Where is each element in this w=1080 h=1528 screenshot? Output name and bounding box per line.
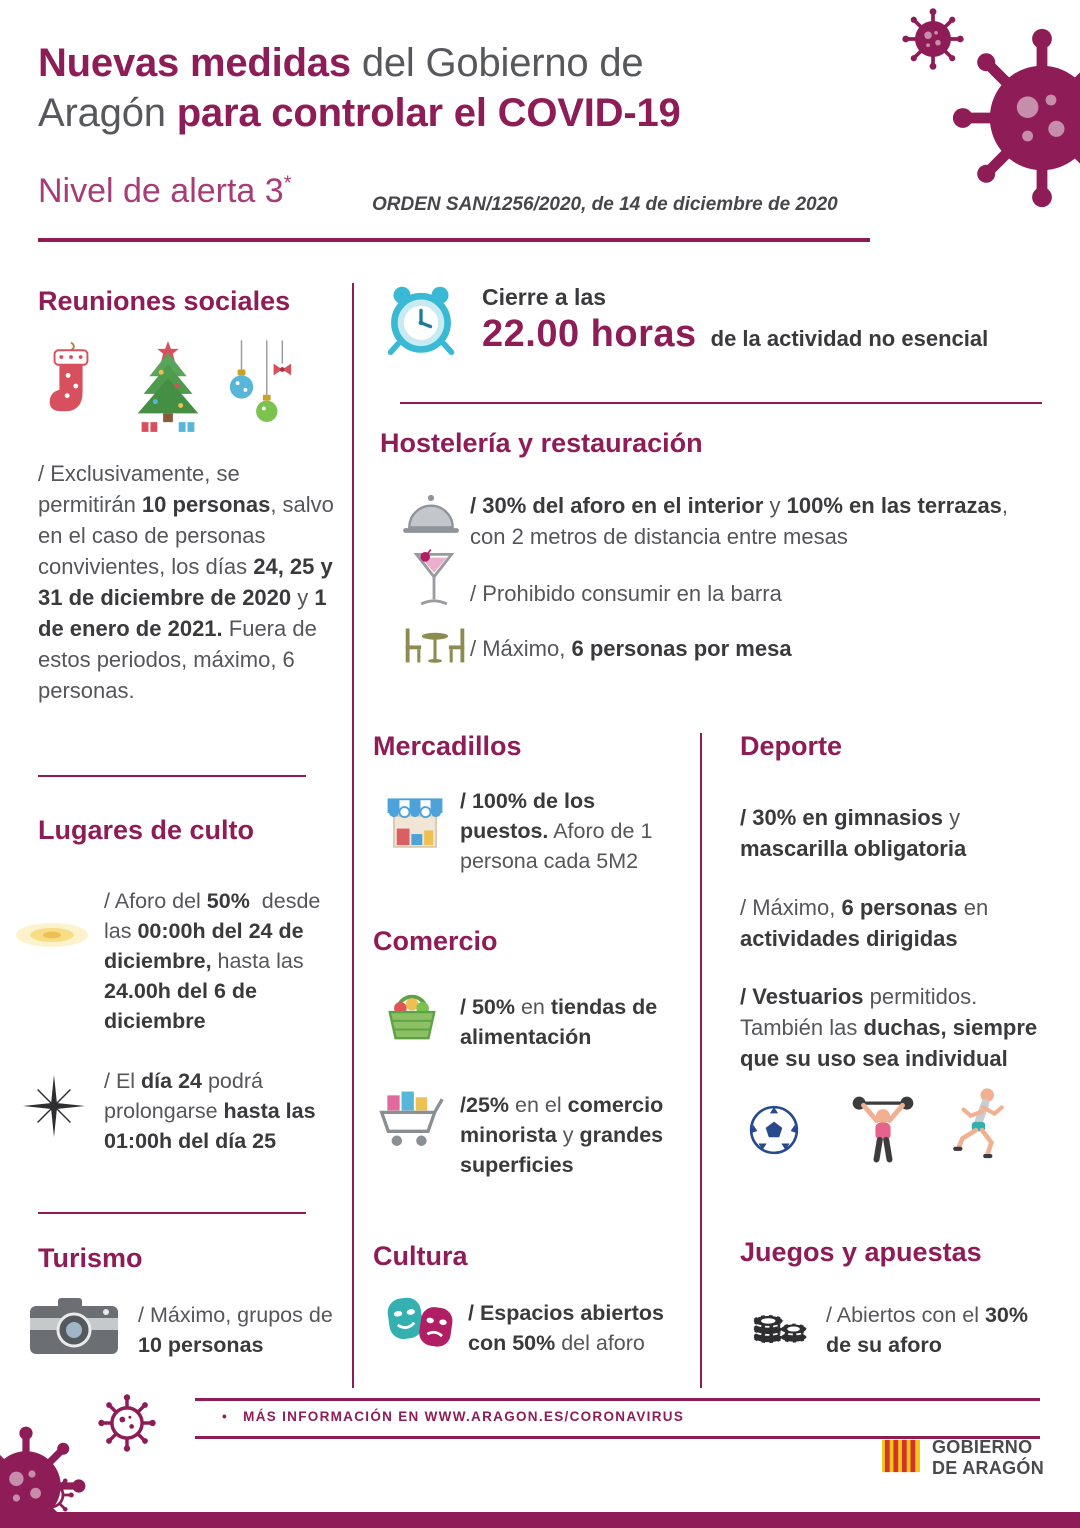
cultura-item: / Espacios abiertos con 50% del aforo	[468, 1301, 670, 1355]
coronavirus-decoration-bottom-icon	[0, 1388, 230, 1528]
comercio-item-2: /25% en el comercio minorista y grandes superficies	[460, 1093, 670, 1177]
food-basket-icon	[383, 986, 441, 1044]
header-divider	[38, 238, 870, 242]
section-title-culto: Lugares de culto	[38, 815, 255, 845]
logo-line-1: GOBIERNO	[932, 1437, 1033, 1457]
candle-glow-icon	[12, 908, 92, 962]
hosteleria-item-1: / 30% del aforo en el interior y 100% en las terrazas, con 2 metros de distancia entre mesas	[470, 493, 1015, 549]
info-url-text: • MÁS INFORMACIÓN EN WWW.ARAGON.ES/CORONAVIRUS	[222, 1409, 685, 1424]
section-title-reuniones: Reuniones sociales	[38, 286, 291, 316]
shopping-cart-icon	[376, 1084, 446, 1154]
juegos-item: / Abiertos con el 30% de su aforo	[826, 1303, 1034, 1357]
food-cloche-icon	[400, 490, 462, 540]
hosteleria-item-3: / Máximo, 6 personas por mesa	[470, 636, 792, 661]
cocktail-icon	[410, 548, 458, 612]
coronavirus-decoration-top-icon	[880, 0, 1080, 260]
christmas-tree-icon	[126, 338, 210, 434]
market-stall-icon	[383, 792, 447, 856]
alert-level-label	[38, 172, 291, 211]
alert-asterisk: *	[283, 172, 292, 195]
vertical-divider-left	[352, 283, 354, 1388]
title-line-2: Aragón para controlar el COVID-19	[38, 91, 681, 135]
footer-divider-top	[195, 1398, 1040, 1401]
deporte-item-2: / Máximo, 6 personas en actividades dirigidas	[740, 895, 995, 951]
bottom-bar	[0, 1512, 1080, 1528]
closure-line-1: Cierre a las	[482, 284, 607, 310]
aragon-flag-icon	[878, 1438, 924, 1474]
section-title-juegos: Juegos y apuestas	[740, 1237, 982, 1267]
alert-level-text: Nivel de alerta 3	[38, 172, 284, 210]
running-icon	[948, 1084, 1010, 1164]
page-title	[38, 38, 681, 138]
star-sparkle-icon	[22, 1074, 86, 1138]
table-and-chairs-icon	[398, 622, 472, 672]
culto-item-2: / El día 24 podrá prolongarse hasta las 01:00h del día 25	[104, 1069, 322, 1153]
deporte-item-3: / Vestuarios permitidos. También las duchas, siempre que su uso sea individual	[740, 984, 1044, 1071]
closure-time: 22.00 horas	[482, 313, 697, 355]
closure-line-2	[482, 313, 988, 356]
closure-divider	[400, 402, 1042, 404]
reuniones-body: / Exclusivamente, se permitirán 10 personas, salvo en el caso de personas convivientes, los días 24, 25 y 31 de diciembre de 2020 y 1 de enero de 2021. Fuera de estos periodos, máximo, 6 personas.	[38, 461, 341, 703]
hosteleria-item-2: / Prohibido consumir en la barra	[470, 581, 782, 606]
section-title-comercio: Comercio	[373, 926, 498, 956]
christmas-ornaments-icon	[224, 340, 294, 434]
order-reference: ORDEN SAN/1256/2020, de 14 de diciembre de 2020	[372, 194, 838, 215]
turismo-item: / Máximo, grupos de 10 personas	[138, 1303, 339, 1357]
poker-chips-icon	[748, 1292, 812, 1348]
section-title-cultura: Cultura	[373, 1241, 468, 1271]
title-line-1: Nuevas medidas del Gobierno de	[38, 41, 644, 85]
weightlifting-icon	[848, 1088, 918, 1166]
mercadillos-item: / 100% de los puestos. Aforo de 1 persona cada 5M2	[460, 789, 659, 873]
closure-banner	[482, 284, 988, 356]
government-logo-text	[932, 1437, 1044, 1479]
christmas-stocking-icon	[42, 340, 100, 434]
logo-line-2: DE ARAGÓN	[932, 1458, 1045, 1479]
deporte-item-1: / 30% en gimnasios y mascarilla obligatoria	[740, 805, 967, 861]
culto-item-1: / Aforo del 50% desde las 00:00h del 24 de diciembre, hasta las 24.00h del 6 de diciembre	[104, 889, 327, 1033]
section-divider-2	[38, 1212, 306, 1214]
section-title-hosteleria: Hostelería y restauración	[380, 428, 703, 458]
closure-rest: de la actividad no esencial	[710, 326, 989, 351]
soccer-ball-icon	[748, 1104, 800, 1156]
alarm-clock-icon	[383, 281, 459, 357]
theater-masks-icon	[383, 1292, 457, 1354]
section-divider-1	[38, 775, 306, 777]
section-title-deporte: Deporte	[740, 731, 843, 761]
comercio-item-1: / 50% en tiendas de alimentación	[460, 995, 664, 1049]
camera-icon	[28, 1296, 120, 1358]
section-title-turismo: Turismo	[38, 1243, 143, 1273]
section-title-mercadillos: Mercadillos	[373, 731, 522, 761]
vertical-divider-right	[700, 733, 702, 1388]
